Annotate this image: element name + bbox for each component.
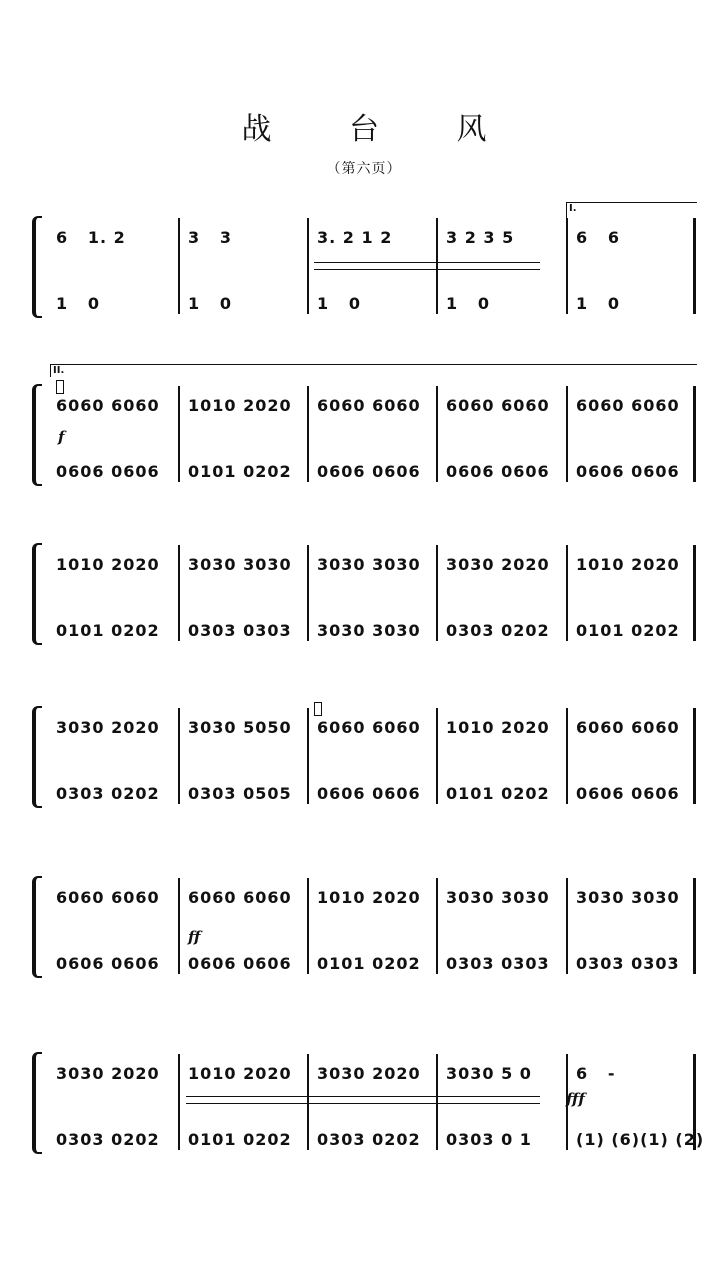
barline [178, 545, 180, 641]
barline [178, 218, 180, 314]
measure-lower: 0303 0 1 [446, 1130, 532, 1149]
measure-upper: 6060 6060 [317, 718, 421, 737]
measure-upper: 3030 3030 [317, 555, 421, 574]
measure-upper: 3030 2020 [56, 718, 160, 737]
barline [693, 218, 696, 314]
measure-upper: 6 6 [576, 228, 620, 247]
barline [436, 878, 438, 974]
measure-upper: 3030 2020 [317, 1064, 421, 1083]
measure-lower: 0606 0606 [56, 954, 160, 973]
system-brace [32, 216, 42, 318]
dynamic-fff: fff [566, 1090, 585, 1108]
barline [693, 386, 696, 482]
measure-upper: 6060 6060 [317, 396, 421, 415]
measure-upper: 6060 6060 [576, 718, 680, 737]
measure-lower: 0606 0606 [188, 954, 292, 973]
system-brace [32, 706, 42, 808]
dynamic-ff: ff [188, 928, 201, 946]
volta-second: II. [50, 364, 697, 377]
measure-lower: 0606 0606 [446, 462, 550, 481]
measure-lower: 0303 0303 [576, 954, 680, 973]
page-title: 战 台 风 [241, 112, 521, 147]
measure-lower: 0606 0606 [576, 462, 680, 481]
barline [566, 218, 568, 314]
measure-lower: (1) (6)(1) (2) [576, 1130, 705, 1149]
measure-lower: 1 0 [446, 294, 490, 313]
measure-upper: 6 - [576, 1064, 616, 1083]
barline [307, 708, 309, 804]
measure-upper: 3 2 3 5 [446, 228, 515, 247]
barline [178, 708, 180, 804]
measure-lower: 1 0 [317, 294, 361, 313]
measure-upper: 3030 3030 [446, 888, 550, 907]
measure-upper: 1010 2020 [56, 555, 160, 574]
dynamic-f: f [58, 428, 65, 446]
measure-lower: 0101 0202 [188, 462, 292, 481]
measure-upper: 6060 6060 [56, 888, 160, 907]
measure-upper: 3030 3030 [576, 888, 680, 907]
barline [566, 708, 568, 804]
barline [693, 708, 696, 804]
barline [307, 878, 309, 974]
page-subtitle: （第六页） [326, 161, 402, 177]
measure-lower: 0101 0202 [317, 954, 421, 973]
measure-lower: 0606 0606 [576, 784, 680, 803]
measure-lower: 0606 0606 [317, 462, 421, 481]
barline [566, 878, 568, 974]
measure-lower: 0303 0303 [446, 954, 550, 973]
crescendo-hairpin [314, 262, 540, 270]
system-brace [32, 1052, 42, 1154]
system-brace [32, 876, 42, 978]
barline [178, 1054, 180, 1150]
measure-upper: 6060 6060 [56, 396, 160, 415]
measure-lower: 1 0 [576, 294, 620, 313]
measure-upper: 6 1. 2 [56, 228, 126, 247]
system-brace [32, 384, 42, 486]
measure-lower: 1 0 [56, 294, 100, 313]
barline [178, 386, 180, 482]
measure-lower: 0303 0202 [56, 1130, 160, 1149]
measure-upper: 3. 2 1 2 [317, 228, 393, 247]
barline [693, 878, 696, 974]
barline [566, 386, 568, 482]
volta-first: I. [566, 202, 697, 219]
measure-upper: 1010 2020 [317, 888, 421, 907]
measure-lower: 3030 3030 [317, 621, 421, 640]
crescendo-hairpin [186, 1096, 540, 1104]
measure-upper: 6060 6060 [188, 888, 292, 907]
measure-lower: 0101 0202 [576, 621, 680, 640]
barline [436, 708, 438, 804]
barline [307, 545, 309, 641]
measure-upper: 1010 2020 [576, 555, 680, 574]
measure-lower: 0303 0202 [446, 621, 550, 640]
measure-upper: 3030 5050 [188, 718, 292, 737]
tremolo-mark [314, 702, 322, 716]
barline [307, 386, 309, 482]
measure-lower: 0303 0505 [188, 784, 292, 803]
measure-lower: 0101 0202 [188, 1130, 292, 1149]
barline [178, 878, 180, 974]
barline [436, 545, 438, 641]
barline [307, 218, 309, 314]
measure-lower: 0303 0202 [56, 784, 160, 803]
measure-lower: 0303 0202 [317, 1130, 421, 1149]
measure-lower: 0303 0303 [188, 621, 292, 640]
measure-lower: 0606 0606 [56, 462, 160, 481]
measure-lower: 0606 0606 [317, 784, 421, 803]
measure-upper: 3030 5 0 [446, 1064, 532, 1083]
system-brace [32, 543, 42, 645]
barline [566, 545, 568, 641]
measure-upper: 3 3 [188, 228, 232, 247]
barline [436, 386, 438, 482]
measure-lower: 0101 0202 [446, 784, 550, 803]
measure-lower: 0101 0202 [56, 621, 160, 640]
measure-upper: 6060 6060 [576, 396, 680, 415]
measure-upper: 1010 2020 [188, 396, 292, 415]
measure-upper: 6060 6060 [446, 396, 550, 415]
measure-upper: 3030 3030 [188, 555, 292, 574]
measure-upper: 1010 2020 [188, 1064, 292, 1083]
measure-upper: 3030 2020 [56, 1064, 160, 1083]
measure-upper: 3030 2020 [446, 555, 550, 574]
measure-lower: 1 0 [188, 294, 232, 313]
barline [693, 545, 696, 641]
measure-upper: 1010 2020 [446, 718, 550, 737]
tremolo-mark [56, 380, 64, 394]
